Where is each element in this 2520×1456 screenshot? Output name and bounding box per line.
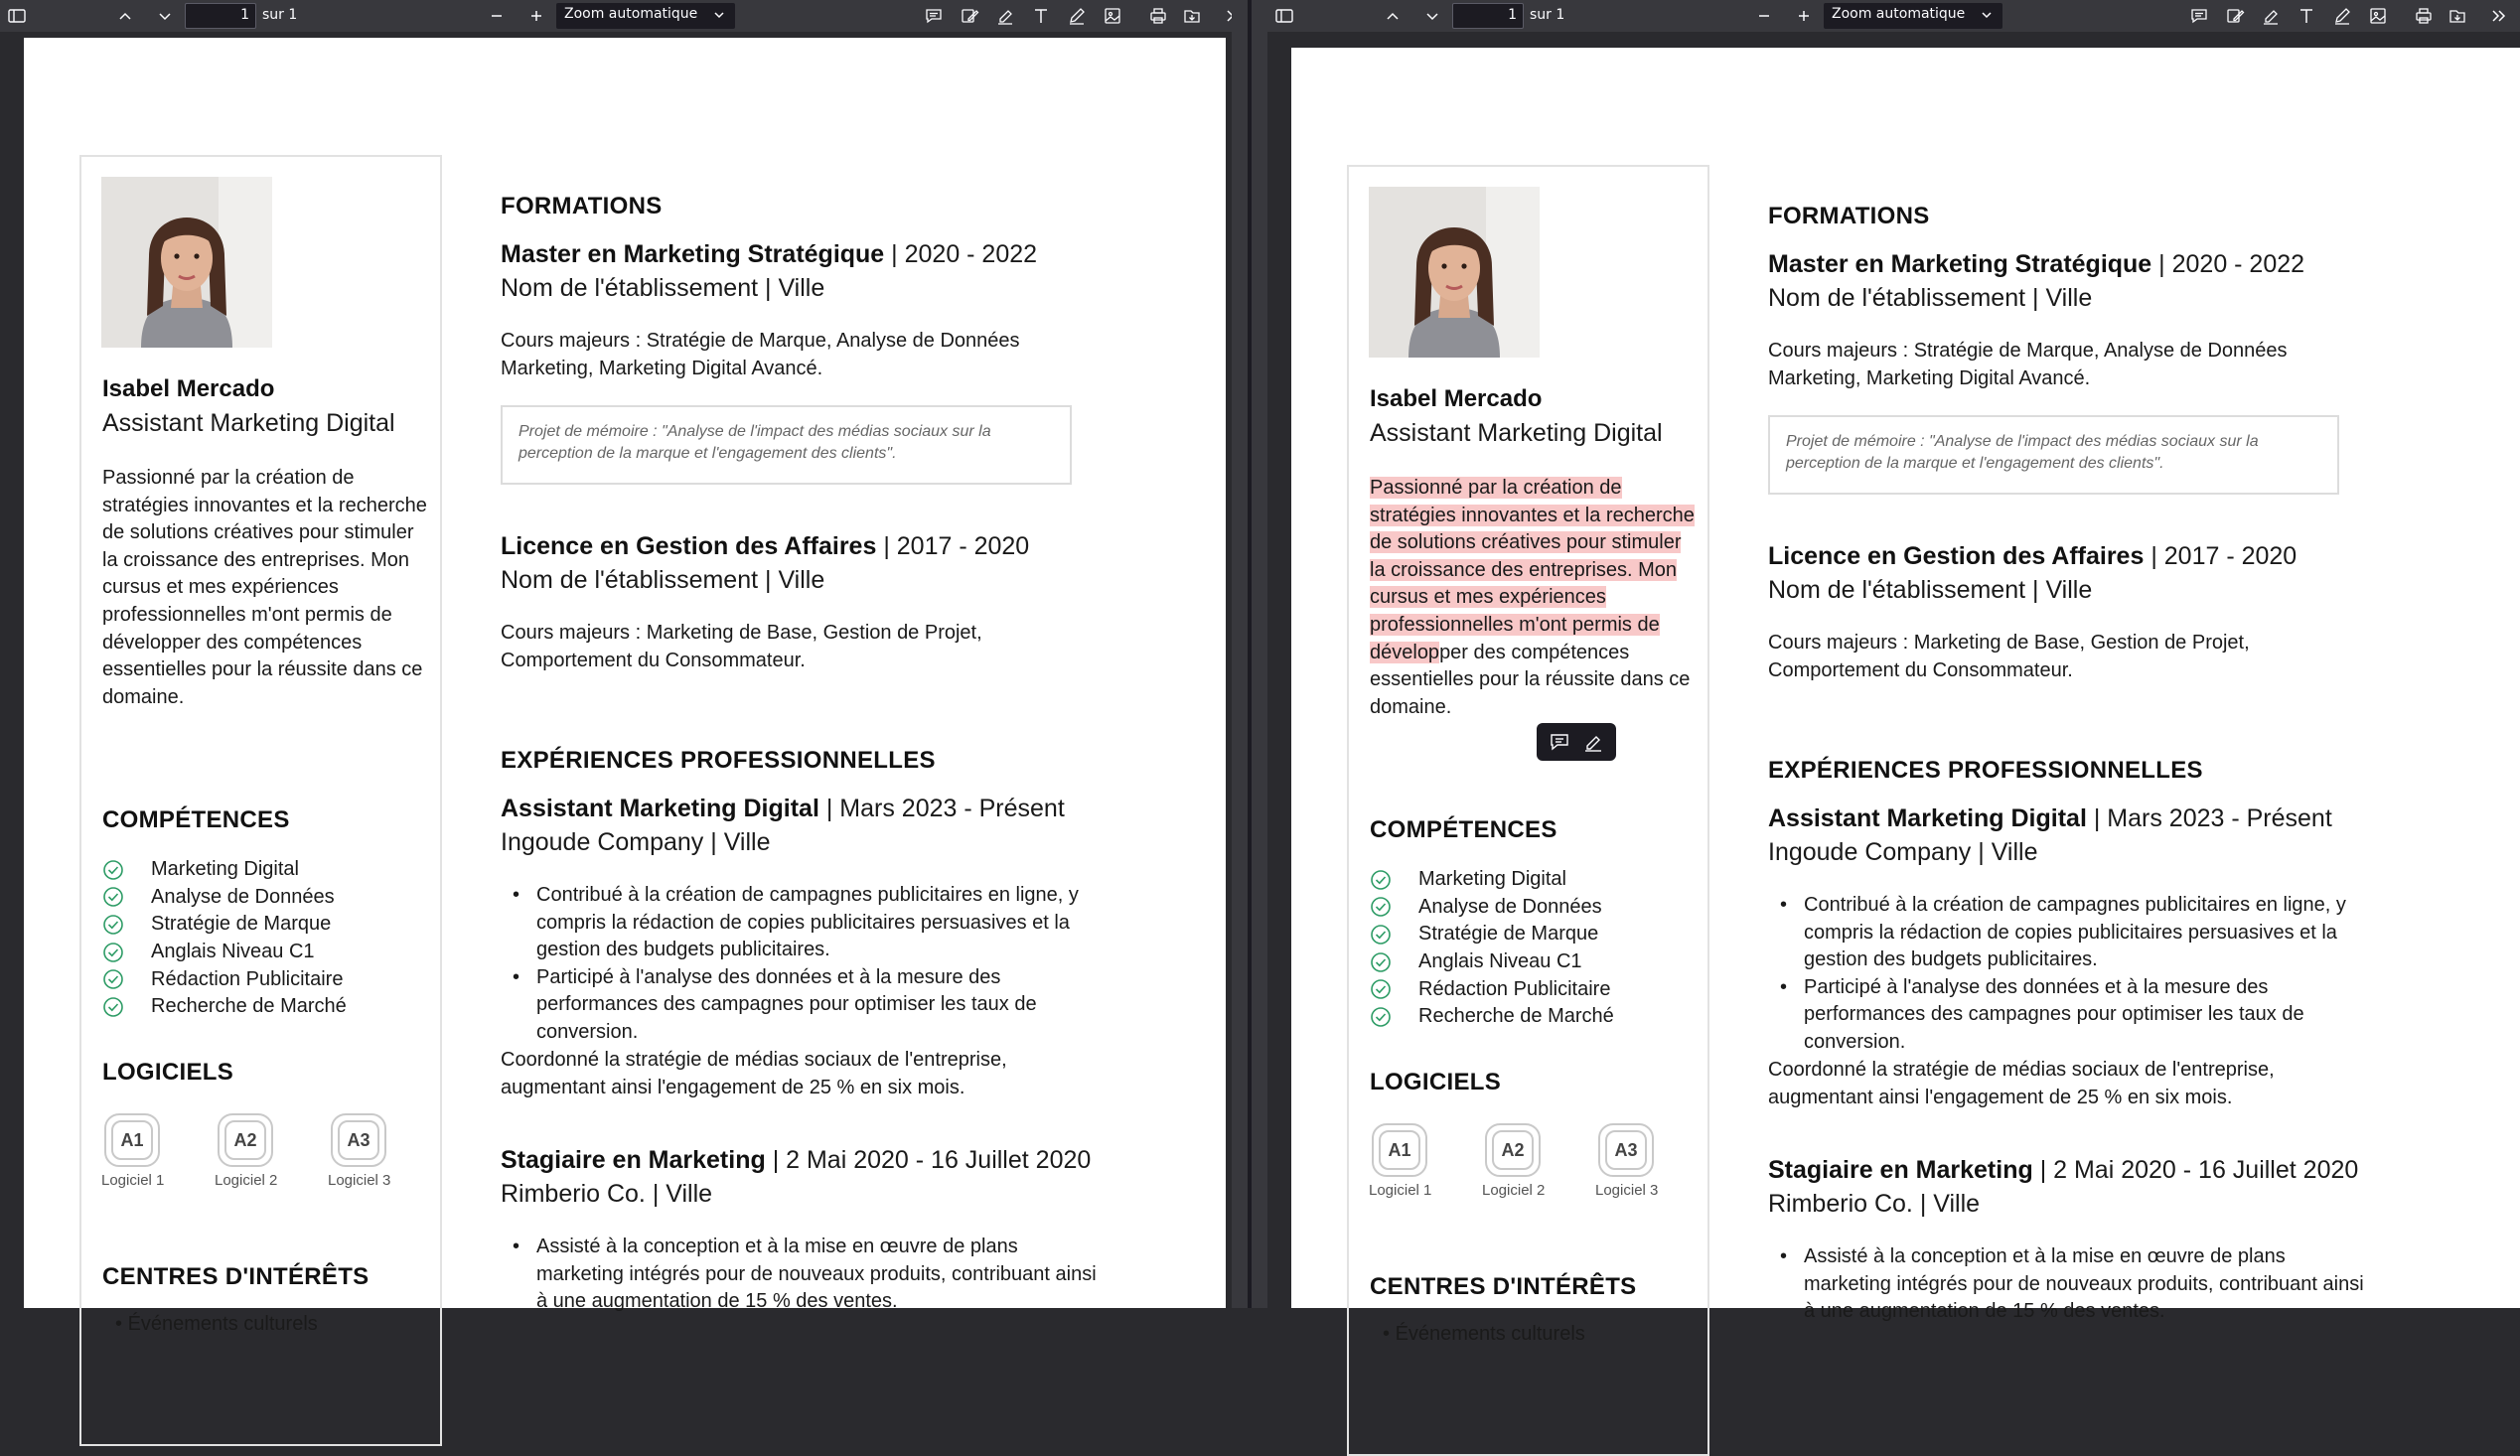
comment-icon[interactable]	[2189, 6, 2209, 26]
job-bullet: • Participé à l'analyse des données et à la mesure des performances des campagnes pour optimiser les taux de conversion.	[501, 964, 1097, 1047]
svg-text:A3: A3	[1614, 1140, 1638, 1160]
check-circle-icon	[1370, 896, 1392, 918]
print-icon[interactable]	[1148, 6, 1168, 26]
degree-period: | 2017 - 2020	[2144, 542, 2298, 570]
skill-label: Analyse de Données	[151, 885, 335, 908]
skill-label: Stratégie de Marque	[1418, 923, 1599, 946]
draw-icon[interactable]	[2332, 6, 2352, 26]
job-bullets	[1768, 1243, 2364, 1326]
skill-label: Rédaction Publicitaire	[151, 967, 344, 990]
experience-title: EXPÉRIENCES PROFESSIONNELLES	[501, 747, 936, 774]
skills-list	[102, 856, 347, 1021]
check-circle-icon	[1370, 951, 1392, 973]
skills-title: COMPÉTENCES	[1370, 816, 1557, 843]
candidate-role: Assistant Marketing Digital	[102, 409, 395, 437]
svg-text:A2: A2	[233, 1130, 257, 1150]
tools-icon[interactable]	[2489, 6, 2509, 26]
school-line: Nom de l'établissement | Ville	[1768, 576, 2093, 604]
job-bullet: • Participé à l'analyse des données et à la mesure des performances des campagnes pour optimiser les taux de conversion.	[1768, 974, 2364, 1057]
image-icon[interactable]	[1103, 6, 1122, 26]
software-title: LOGICIELS	[1370, 1069, 1502, 1095]
education-title: FORMATIONS	[1768, 203, 1930, 229]
interests-title: CENTRES D'INTÉRÊTS	[1370, 1273, 1637, 1300]
degree-name: Licence en Gestion des Affaires	[1768, 542, 2145, 570]
software-item	[1369, 1120, 1482, 1199]
print-icon[interactable]	[2414, 6, 2434, 26]
company-line: Ingoude Company | Ville	[501, 828, 771, 856]
zoom-select[interactable]	[556, 3, 735, 29]
skill-label: Stratégie de Marque	[151, 913, 332, 936]
skill-label: Recherche de Marché	[151, 995, 347, 1018]
software-item	[215, 1110, 328, 1189]
zoom-in-icon[interactable]	[1794, 6, 1814, 26]
comment-icon[interactable]	[924, 6, 944, 26]
job-period: | 2 Mai 2020 - 16 Juillet 2020	[765, 1146, 1092, 1174]
skill-label: Rédaction Publicitaire	[1418, 977, 1611, 1000]
interest-label: Événements culturels	[1395, 1323, 1585, 1345]
text-icon[interactable]	[1031, 6, 1051, 26]
job-title: Stagiaire en Marketing	[1768, 1156, 2033, 1184]
svg-text:A3: A3	[347, 1130, 371, 1150]
sidebar-toggle-icon[interactable]	[7, 6, 27, 26]
skill-label: Analyse de Données	[1418, 895, 1602, 918]
company-line: Rimberio Co. | Ville	[501, 1180, 713, 1208]
software-item	[1595, 1120, 1708, 1199]
bio-selected-text[interactable]: Passionné par la création de stratégies innovantes et la recherche de solutions créatives pour stimuler la croissance des entreprises. Mon cursus et mes expériences professionnelles m'ont permis de dévelop	[1370, 477, 1695, 663]
zoom-out-icon[interactable]	[487, 6, 507, 26]
skills-title: COMPÉTENCES	[102, 806, 290, 833]
degree-name: Master en Marketing Stratégique	[501, 240, 885, 268]
job-heading	[501, 1146, 1091, 1175]
viewer-toolbar	[0, 0, 1232, 32]
pdf-viewer-right	[1267, 0, 2520, 1345]
job-bullet: • Assisté à la conception et à la mise en œuvre de plans marketing intégrés pour de nouveaux produits, contribuant ainsi à une augmentation de 15 % des ventes.	[501, 1234, 1097, 1316]
software-label: Logiciel 3	[1595, 1182, 1659, 1199]
software-item	[1482, 1120, 1595, 1199]
courses-text: Cours majeurs : Stratégie de Marque, Analyse de Données Marketing, Marketing Digital Avancé.	[501, 330, 1020, 379]
job-extra-text: Coordonné la stratégie de médias sociaux de l'entreprise, augmentant ainsi l'engagement de 25 % en six mois.	[501, 1049, 1007, 1098]
degree-name: Master en Marketing Stratégique	[1768, 250, 2152, 278]
svg-text:A1: A1	[120, 1130, 144, 1150]
check-circle-icon	[102, 942, 124, 963]
skill-item	[102, 856, 347, 884]
resume-sidebar	[79, 155, 442, 1446]
education-heading	[1768, 250, 2304, 279]
degree-period: | 2020 - 2022	[2151, 250, 2305, 278]
skills-list	[1370, 866, 1614, 1031]
job-bullets	[1768, 892, 2364, 1057]
job-extra-text: Coordonné la stratégie de médias sociaux de l'entreprise, augmentant ainsi l'engagement de 25 % en six mois.	[1768, 1059, 2275, 1108]
software-badge-icon	[101, 1110, 163, 1170]
save-icon[interactable]	[1182, 6, 1202, 26]
profile-photo	[101, 177, 272, 348]
split-view-divider[interactable]	[1232, 0, 1267, 1308]
previous-page-icon[interactable]	[115, 6, 135, 26]
skill-item	[1370, 921, 1614, 948]
candidate-role: Assistant Marketing Digital	[1370, 419, 1663, 447]
interest-item: • Événements culturels	[115, 1313, 318, 1335]
skill-item	[1370, 1003, 1614, 1031]
pdf-viewer-left	[0, 0, 1232, 1335]
job-bullet: • Assisté à la conception et à la mise en œuvre de plans marketing intégrés pour de nouveaux produits, contribuant ainsi à une augmentation de 15 % des ventes.	[1768, 1243, 2364, 1326]
school-line: Nom de l'établissement | Ville	[501, 566, 825, 594]
software-badge-icon	[215, 1110, 276, 1170]
check-circle-icon	[102, 996, 124, 1018]
previous-page-icon[interactable]	[1383, 6, 1403, 26]
skill-item	[1370, 975, 1614, 1003]
experience-title: EXPÉRIENCES PROFESSIONNELLES	[1768, 757, 2203, 784]
candidate-bio[interactable]	[1370, 475, 1698, 721]
education-title: FORMATIONS	[501, 193, 663, 219]
signature-icon[interactable]	[2225, 6, 2245, 26]
zoom-select-label: Zoom automatique	[1832, 6, 1966, 22]
software-label: Logiciel 1	[1369, 1182, 1432, 1199]
company-line: Ingoude Company | Ville	[1768, 838, 2038, 866]
resume-sidebar	[1347, 165, 1709, 1456]
degree-period: | 2017 - 2020	[876, 532, 1030, 560]
save-icon[interactable]	[2447, 6, 2467, 26]
interests-title: CENTRES D'INTÉRÊTS	[102, 1263, 370, 1290]
job-bullet: • Contribué à la création de campagnes publicitaires en ligne, y compris la rédaction de copies publicitaires persuasives et la gestion des budgets publicitaires.	[1768, 892, 2364, 974]
school-line: Nom de l'établissement | Ville	[501, 274, 825, 302]
job-bullet: • Contribué à la création de campagnes publicitaires en ligne, y compris la rédaction de copies publicitaires persuasives et la gestion des budgets publicitaires.	[501, 882, 1097, 964]
software-label: Logiciel 3	[328, 1172, 391, 1189]
svg-text:A2: A2	[1501, 1140, 1525, 1160]
software-list	[1369, 1120, 1708, 1199]
check-circle-icon	[1370, 978, 1392, 1000]
skill-item	[102, 884, 347, 912]
skill-label: Anglais Niveau C1	[151, 941, 315, 963]
software-label: Logiciel 2	[215, 1172, 278, 1189]
job-title: Stagiaire en Marketing	[501, 1146, 766, 1174]
viewer-toolbar	[1267, 0, 2520, 32]
candidate-bio	[102, 465, 430, 711]
page-count-label: sur 1	[262, 7, 298, 23]
education-heading	[1768, 542, 2297, 571]
zoom-select[interactable]	[1824, 3, 2002, 29]
pdf-page	[24, 38, 1226, 1335]
software-badge-icon	[1595, 1120, 1657, 1180]
selection-popup	[1537, 723, 1616, 761]
job-bullets	[501, 1234, 1097, 1316]
next-page-icon[interactable]	[1422, 6, 1442, 26]
skill-label: Recherche de Marché	[1418, 1005, 1614, 1028]
thesis-box: Projet de mémoire : "Analyse de l'impact des médias sociaux sur la perception de la marque et l'engagement des clients".	[1768, 415, 2339, 495]
bio-text-part-2: per des compétences essentielles pour la réussite dans ce domaine.	[1370, 641, 1691, 718]
candidate-name: Isabel Mercado	[102, 375, 275, 402]
skill-item	[102, 939, 347, 966]
divider-grip[interactable]	[1248, 0, 1252, 1308]
check-circle-icon	[1370, 869, 1392, 891]
courses-text: Cours majeurs : Stratégie de Marque, Analyse de Données Marketing, Marketing Digital Avancé.	[1768, 340, 2288, 389]
skill-label: Anglais Niveau C1	[1418, 950, 1582, 973]
next-page-icon[interactable]	[155, 6, 175, 26]
job-period: | Mars 2023 - Présent	[2086, 804, 2332, 832]
chevron-down-icon	[711, 7, 727, 23]
zoom-out-icon[interactable]	[1754, 6, 1774, 26]
software-badge-icon	[1369, 1120, 1430, 1180]
software-label: Logiciel 2	[1482, 1182, 1546, 1199]
job-heading	[1768, 804, 2332, 833]
skill-item	[102, 965, 347, 993]
check-circle-icon	[1370, 924, 1392, 946]
software-badge-icon	[1482, 1120, 1544, 1180]
highlight-icon[interactable]	[995, 6, 1015, 26]
check-circle-icon	[102, 968, 124, 990]
highlight-icon[interactable]	[2261, 6, 2281, 26]
draw-icon[interactable]	[1067, 6, 1087, 26]
text-icon[interactable]	[2297, 6, 2316, 26]
page-count-label: sur 1	[1530, 7, 1565, 23]
education-heading	[501, 532, 1029, 561]
check-circle-icon	[102, 914, 124, 936]
check-circle-icon	[102, 886, 124, 908]
page-number-input[interactable]: 1	[185, 3, 256, 29]
candidate-name: Isabel Mercado	[1370, 385, 1543, 412]
skill-item	[102, 993, 347, 1021]
zoom-in-icon[interactable]	[526, 6, 546, 26]
job-heading	[501, 795, 1065, 823]
job-title: Assistant Marketing Digital	[1768, 804, 2087, 832]
skill-item	[1370, 866, 1614, 894]
svg-text:A1: A1	[1388, 1140, 1411, 1160]
software-item	[101, 1110, 215, 1189]
profile-photo	[1369, 187, 1540, 358]
education-heading	[501, 240, 1037, 269]
thesis-box: Projet de mémoire : "Analyse de l'impact des médias sociaux sur la perception de la marque et l'engagement des clients".	[501, 405, 1072, 485]
chevron-down-icon	[1979, 7, 1995, 23]
job-bullets	[501, 882, 1097, 1047]
skill-label: Marketing Digital	[1418, 868, 1566, 891]
software-title: LOGICIELS	[102, 1059, 234, 1086]
zoom-select-label: Zoom automatique	[564, 6, 698, 22]
company-line: Rimberio Co. | Ville	[1768, 1190, 1981, 1218]
software-badge-icon	[328, 1110, 389, 1170]
software-item	[328, 1110, 441, 1189]
degree-period: | 2020 - 2022	[884, 240, 1038, 268]
bio-text-part-2: per des compétences essentielles pour la réussite dans ce domaine.	[102, 631, 423, 708]
image-icon[interactable]	[2368, 6, 2388, 26]
highlight-selection-icon[interactable]	[1582, 731, 1604, 753]
degree-name: Licence en Gestion des Affaires	[501, 532, 877, 560]
bio-text-part-1: Passionné par la création de stratégies innovantes et la recherche de solutions créatives pour stimuler la croissance des entreprises. Mon cursus et mes expériences professionnelles m'ont permis de dévelop	[102, 467, 427, 654]
check-circle-icon	[1370, 1006, 1392, 1028]
check-circle-icon	[102, 859, 124, 881]
page-number-input[interactable]: 1	[1452, 3, 1524, 29]
skill-label: Marketing Digital	[151, 858, 299, 881]
courses-text: Cours majeurs : Marketing de Base, Gestion de Projet, Comportement du Consommateur.	[501, 622, 982, 671]
software-label: Logiciel 1	[101, 1172, 165, 1189]
skill-item	[102, 911, 347, 939]
software-list	[101, 1110, 441, 1189]
job-period: | 2 Mai 2020 - 16 Juillet 2020	[2032, 1156, 2359, 1184]
skill-item	[1370, 894, 1614, 922]
interest-label: Événements culturels	[127, 1313, 318, 1335]
pdf-page	[1291, 48, 2520, 1345]
add-comment-icon[interactable]	[1549, 731, 1570, 753]
signature-icon[interactable]	[960, 6, 979, 26]
courses-text: Cours majeurs : Marketing de Base, Gestion de Projet, Comportement du Consommateur.	[1768, 632, 2250, 681]
job-title: Assistant Marketing Digital	[501, 795, 819, 822]
interest-item: • Événements culturels	[1383, 1323, 1585, 1345]
job-heading	[1768, 1156, 2358, 1185]
sidebar-toggle-icon[interactable]	[1274, 6, 1294, 26]
school-line: Nom de l'établissement | Ville	[1768, 284, 2093, 312]
skill-item	[1370, 948, 1614, 976]
job-period: | Mars 2023 - Présent	[818, 795, 1065, 822]
